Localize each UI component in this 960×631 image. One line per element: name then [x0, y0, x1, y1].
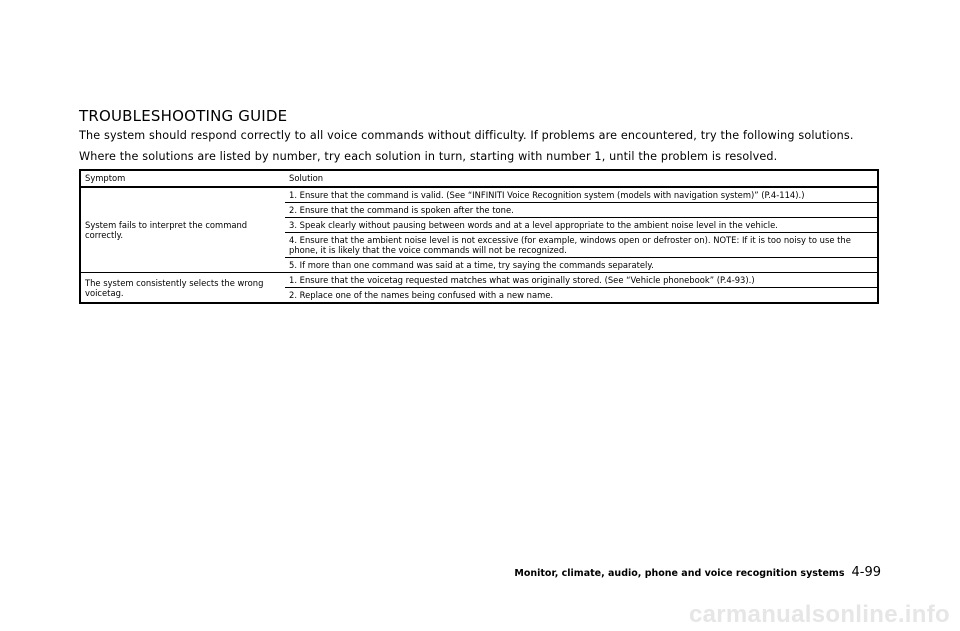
table-row — [80, 273, 878, 288]
troubleshooting-table — [79, 169, 879, 304]
watermark: carmanualsonline.info — [688, 601, 950, 628]
page-number: 4-99 — [851, 565, 881, 580]
table-header-row — [80, 170, 878, 187]
symptom-cell: System fails to interpret the command correctly. — [80, 187, 285, 273]
solution-cell: 3. Speak clearly without pausing between words and at a level appropriate to the ambient noise level in the vehicle. — [285, 218, 878, 233]
intro-paragraph-2: Where the solutions are listed by number, try each solution in turn, starting with number 1, until the problem is resolved. — [79, 150, 778, 163]
intro-paragraph-1: The system should respond correctly to all voice commands without difficulty. If problems are encountered, try the following solutions. — [79, 129, 854, 142]
symptom-cell: The system consistently selects the wrong voicetag. — [80, 273, 285, 304]
solution-cell: 1. Ensure that the command is valid. (See “INFINITI Voice Recognition system (models with navigation system)” (P.4-114).) — [285, 187, 878, 203]
chapter-title: Monitor, climate, audio, phone and voice recognition systems — [514, 568, 845, 579]
solution-cell: 5. If more than one command was said at a time, try saying the commands separately. — [285, 258, 878, 273]
section-title: TROUBLESHOOTING GUIDE — [79, 107, 288, 125]
table-row — [80, 187, 878, 203]
solution-cell: 1. Ensure that the voicetag requested matches what was originally stored. (See “Vehicle phonebook” (P.4-93).) — [285, 273, 878, 288]
page-footer — [514, 565, 881, 580]
solution-cell: 4. Ensure that the ambient noise level is not excessive (for example, windows open or defroster on). NOTE: If it is too noisy to use the phone, it is likely that the voice commands will not be recognized. — [285, 233, 878, 258]
header-symptom: Symptom — [80, 170, 285, 187]
solution-cell: 2. Ensure that the command is spoken after the tone. — [285, 203, 878, 218]
header-solution: Solution — [285, 170, 878, 187]
solution-cell: 2. Replace one of the names being confused with a new name. — [285, 288, 878, 304]
